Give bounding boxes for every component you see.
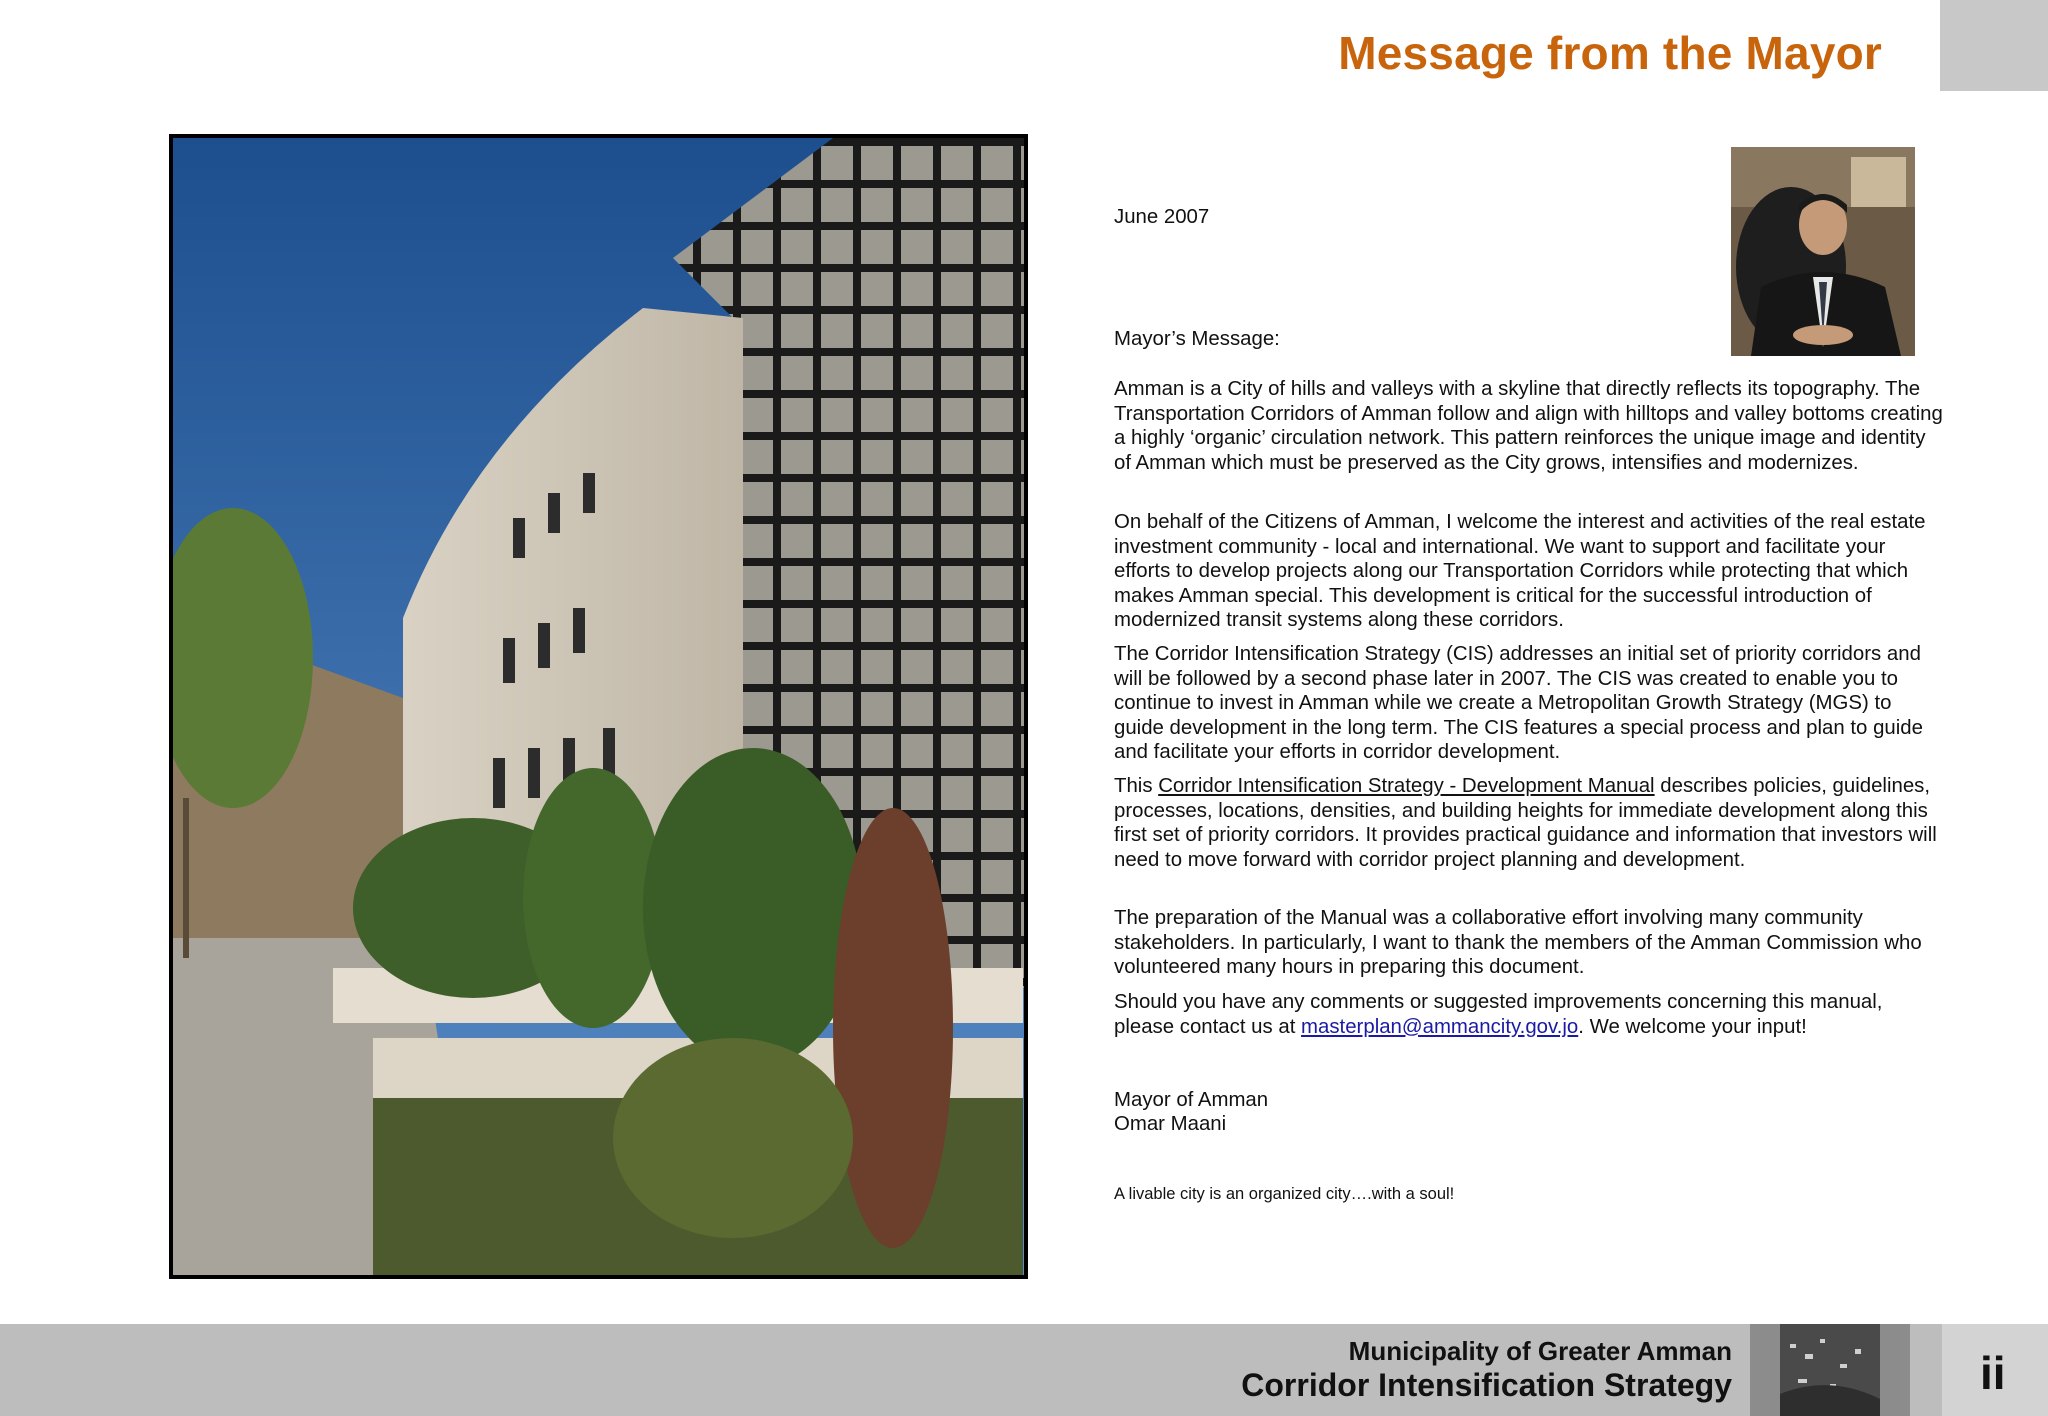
page-title: Message from the Mayor — [1338, 27, 1882, 79]
paragraph-4-intro: This — [1114, 775, 1159, 797]
paragraph-2: On behalf of the Citizens of Amman, I welcome the interest and activities of the real estate investment community - local and international. We want to support and facilitate your efforts to develop projects along our Transportation Corridors while protecting that which makes Amman special. This development is critical for the successful introduction of modernized transit systems along these corridors. — [1114, 511, 1926, 631]
letter-date: June 2007 — [1114, 206, 1210, 228]
letter-salutation: Mayor’s Message: — [1114, 328, 1280, 350]
paragraph-4-body: describes policies, guidelines, processes, locations, densities, and building heights for immediate development along this first set of priority corridors. It provides practical guidance and information that investors will need to move forward with corridor project planning and development. — [1114, 775, 1937, 871]
footer-bar — [0, 1324, 2048, 1416]
paragraph-3: The Corridor Intensification Strategy (CIS) addresses an initial set of priority corridors and will be followed by a second phase later in 2007. The CIS was created to enable you to continue to invest in Amman while we create a Metropolitan Growth Strategy (MGS) to guide development in the long term. The CIS features a special process and plan to guide and facilitate your efforts in corridor development. — [1114, 643, 1923, 763]
footer-organization: Municipality of Greater Amman — [1348, 1336, 1732, 1366]
paragraph-1: Amman is a City of hills and valleys with a skyline that directly reflects its topography. The Transportation Corridors of Amman follow and align with hilltops and valley bottoms creating a highly ‘organic’ circulation network. This pattern reinforces the unique image and identity of Amman which must be preserved as the City grows, intensifies and modernizes. — [1114, 378, 1943, 474]
signature-title: Mayor of Amman — [1114, 1089, 1269, 1111]
manual-title: Corridor Intensification Strategy - Development Manual — [1158, 775, 1655, 797]
paragraph-6-intro: Should you have any comments or suggested improvements concerning this manual, please contact us at — [1114, 991, 1883, 1038]
page-number: ii — [1980, 1347, 2006, 1399]
motto: A livable city is an organized city….with a soul! — [1114, 1185, 1455, 1203]
footer-document-title: Corridor Intensification Strategy — [1241, 1367, 1732, 1403]
signature-name: Omar Maani — [1114, 1113, 1227, 1135]
paragraph-4 — [1114, 774, 1944, 872]
footer-city-thumbnail — [1750, 1324, 1910, 1416]
page-number-box — [1942, 1324, 2048, 1416]
paragraph-5: The preparation of the Manual was a collaborative effort involving many community stakeholders. In particularly, I want to thank the members of the Amman Commission who volunteered many hours in preparing this document. — [1114, 907, 1922, 978]
paragraph-6 — [1114, 990, 1944, 1039]
building-photo — [169, 134, 1028, 1279]
email-link[interactable]: masterplan@ammancity.gov.jo — [1301, 1015, 1579, 1038]
mayor-portrait — [1731, 147, 1915, 356]
corner-decoration — [1940, 0, 2048, 91]
paragraph-6-end: . We welcome your input! — [1578, 1015, 1807, 1038]
